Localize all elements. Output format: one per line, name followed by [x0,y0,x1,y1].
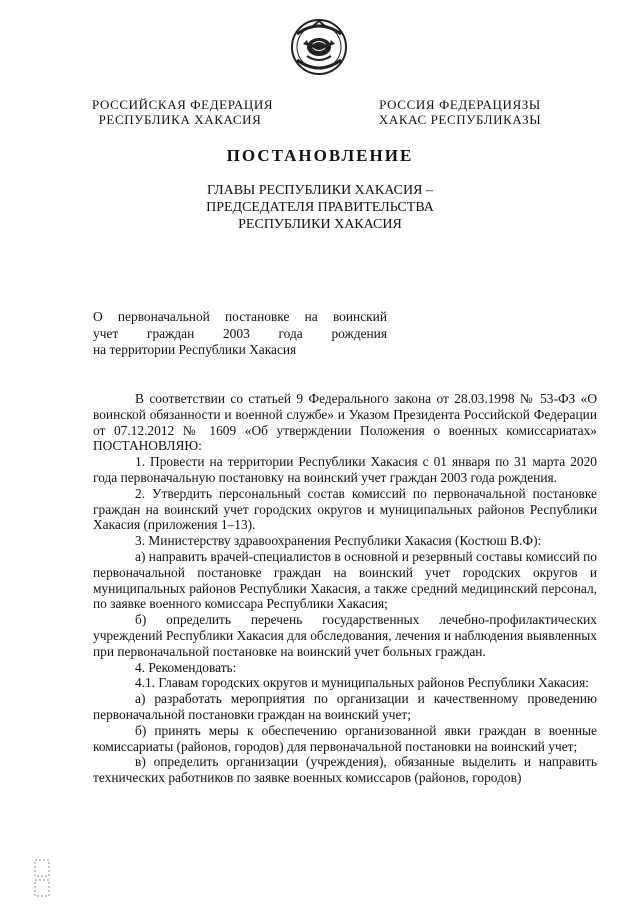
paragraph-4-1b: б) принять меры к обеспечению организованной явки граждан в военные комиссариаты (районов, городов) для первоначальной постановки на воинский учет; [93,722,597,754]
paragraph-4-1: 4.1. Главам городских округов и муниципальных районов Республики Хакасия: [135,675,589,691]
document-body [93,391,597,786]
paragraph-1: 1. Провести на территории Республики Хакасия с 01 января по 31 марта 2020 года первоначальную постановку на воинский учет граждан 2003 года рождения. [93,454,597,485]
paragraph-preamble: В соответствии со статьей 9 Федерального закона от 28.03.1998 № 53-ФЗ «О воинской обязанности и военной службе» и Указом Президента Российской Федерации от 07.12.2012 № 1609 «Об утверждении Положения о военных комиссариатах» ПОСТАНОВЛЯЮ: [93,391,597,454]
header-left-line-2: РЕСПУБЛИКА ХАКАСИЯ [98,112,262,127]
header-left-line-1: РОССИЙСКАЯ ФЕДЕРАЦИЯ [92,97,274,112]
subtitle-line-3: РЕСПУБЛИКИ ХАКАСИЯ [238,217,402,232]
scan-artifact-mark [34,858,52,898]
subject-line-3: на территории Республики Хакасия [93,342,297,357]
subtitle-line-1: ГЛАВЫ РЕСПУБЛИКИ ХАКАСИЯ – [207,183,433,198]
header-left-block [92,97,274,127]
paragraph-4: 4. Рекомендовать: [135,659,237,675]
header-right-line-2: ХАКАС РЕСПУБЛИКАЗЫ [378,112,542,127]
paragraph-3a: а) направить врачей-специалистов в основной и резервный составы комиссий по первоначальной постановке граждан на воинский учет городских округов и муниципальных районов Республики Хакасия, а также средний медицинский персонал, по заявке военного комиссара Республики Хакасия; [93,548,597,612]
subject-block [93,309,387,359]
subject-line-1: О первоначальной постановке на воинский [93,309,387,324]
paragraph-3b: б) определить перечень государственных лечебно-профилактических учреждений Республики Хакасия для обследования, лечения и наблюдения выявленных при первоначальной постановке на воинский учет больных граждан. [93,612,597,659]
paragraph-3: 3. Министерству здравоохранения Республики Хакасия (Костюш В.Ф): [135,533,542,549]
paragraph-2: 2. Утвердить персональный состав комиссий по первоначальной постановке граждан на воинский учет городских округов и муниципальных районов Республики Хакасия (приложения 1–13). [93,485,597,533]
subtitle-line-2: ПРЕДСЕДАТЕЛЯ ПРАВИТЕЛЬСТВА [206,200,434,215]
subject-line-2: учет граждан 2003 года рождения [93,325,387,341]
document-subtitle [160,182,480,233]
paragraph-4-1c: в) определить организации (учреждения), обязанные выделить и направить технических работников по заявке военных комиссаров (районов, городов) [93,754,597,786]
paragraph-4-1a: а) разработать мероприятия по организации и качественному проведению первоначальной постановки граждан на воинский учет; [93,691,597,722]
document-title: ПОСТАНОВЛЕНИЕ [226,146,414,165]
coat-of-arms-emblem [289,16,349,78]
header-right-line-1: РОССИЯ ФЕДЕРАЦИЯЗЫ [379,97,541,112]
header-right-block [376,97,544,127]
